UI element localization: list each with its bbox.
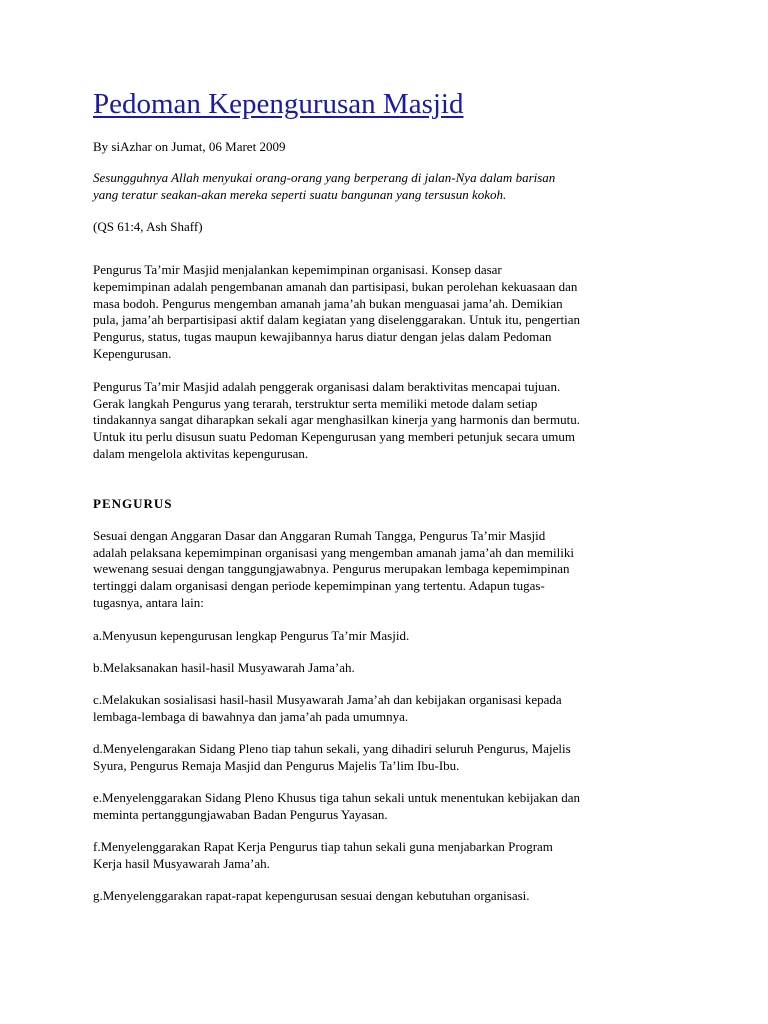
list-item-line: e.Menyelenggarakan Sidang Pleno Khusus tiga tahun sekali untuk menentukan kebijakan dan — [93, 789, 581, 805]
quote-line: Sesungguhnya Allah menyukai orang-orang yang berperang di jalan-Nya dalam barisan — [93, 170, 556, 185]
list-item — [93, 838, 678, 872]
list-item — [93, 627, 678, 644]
list-item — [93, 659, 678, 676]
list-item-line: f.Menyelenggarakan Rapat Kerja Pengurus tiap tahun sekali guna menjabarkan Program — [93, 838, 553, 854]
intro-paragraph-1 — [93, 262, 678, 363]
list-item — [93, 691, 678, 725]
list-item-line: a.Menyusun kepengurusan lengkap Pengurus Ta’mir Masjid. — [93, 627, 410, 643]
paragraph-line: Untuk itu perlu disusun suatu Pedoman Kepengurusan yang memberi petunjuk secara umum — [93, 429, 575, 445]
list-item-line: Kerja hasil Musyawarah Jama’ah. — [93, 855, 270, 871]
list-item-line: b.Melaksanakan hasil-hasil Musyawarah Jama’ah. — [93, 659, 355, 675]
section-heading: PENGURUS — [93, 495, 173, 511]
intro-paragraph-2 — [93, 379, 678, 463]
paragraph-line: kepemimpinan adalah pengembanan amanah dan partisipasi, bukan perolehan kekuasaan dan — [93, 278, 578, 294]
paragraph-line: Pengurus, status, tugas maupun kewajibannya harus diatur dengan jelas dalam Pedoman — [93, 329, 552, 345]
title-link[interactable]: Pedoman Kepengurusan Masjid — [93, 88, 464, 120]
list-item-line: d.Menyelengarakan Sidang Pleno tiap tahun sekali, yang dihadiri seluruh Pengurus, Majelis — [93, 740, 571, 756]
quote-reference: (QS 61:4, Ash Shaff) — [93, 219, 203, 234]
quote-text — [93, 169, 678, 203]
list-item-line: meminta pertanggungjawaban Badan Pengurus Yayasan. — [93, 806, 388, 822]
list-item-line: lembaga-lembaga di bawahnya dan jama’ah pada umumnya. — [93, 708, 409, 724]
list-item-line: Syura, Pengurus Remaja Masjid dan Pengurus Majelis Ta’lim Ibu-Ibu. — [93, 757, 460, 773]
list-item-line: g.Menyelenggarakan rapat-rapat kepengurusan sesuai dengan kebutuhan organisasi. — [93, 887, 530, 903]
list-item — [93, 887, 678, 904]
section-paragraph — [93, 528, 678, 612]
paragraph-line: Pengurus Ta’mir Masjid menjalankan kepemimpinan organisasi. Konsep dasar — [93, 262, 502, 277]
paragraph-line: dalam mengelola aktivitas kepengurusan. — [93, 445, 309, 461]
paragraph-line: masa bodoh. Pengurus mengemban amanah jama’ah bukan menguasai jama’ah. Demikian — [93, 295, 563, 311]
paragraph-line: tugasnya, antara lain: — [93, 594, 204, 610]
paragraph-line: tertinggi dalam organisasi dengan periode kepemimpinan yang tertentu. Adapun tugas- — [93, 578, 545, 594]
list-item — [93, 740, 678, 774]
paragraph-line: Kepengurusan. — [93, 345, 172, 361]
paragraph-line: Pengurus Ta’mir Masjid adalah penggerak organisasi dalam beraktivitas mencapai tujuan. — [93, 378, 561, 394]
paragraph-line: adalah pelaksana kepemimpinan organisasi yang mengemban amanah jama’ah dan memiliki — [93, 544, 574, 560]
paragraph-line: Sesuai dengan Anggaran Dasar dan Anggaran Rumah Tangga, Pengurus Ta’mir Masjid — [93, 527, 546, 543]
page-title — [93, 84, 678, 124]
paragraph-line: wewenang sesuai dengan tanggungjawabnya. Pengurus merupakan lembaga kepemimpinan — [93, 561, 570, 577]
paragraph-line: pula, jama’ah berpartisipasi aktif dalam kegiatan yang diselenggarakan. Untuk itu, pengertian — [93, 312, 580, 328]
paragraph-line: tindakannya sangat diharapkan sekali agar menghasilkan kinerja yang harmonis dan bermutu. — [93, 412, 580, 428]
quote-line: yang teratur seakan-akan mereka seperti suatu bangunan yang tersusun kokoh. — [93, 187, 507, 202]
byline: By siAzhar on Jumat, 06 Maret 2009 — [93, 139, 286, 154]
list-item — [93, 789, 678, 823]
paragraph-line: Gerak langkah Pengurus yang terarah, terstruktur serta memiliki metode dalam setiap — [93, 395, 538, 411]
list-item-line: c.Melakukan sosialisasi hasil-hasil Musyawarah Jama’ah dan kebijakan organisasi kepada — [93, 691, 562, 707]
